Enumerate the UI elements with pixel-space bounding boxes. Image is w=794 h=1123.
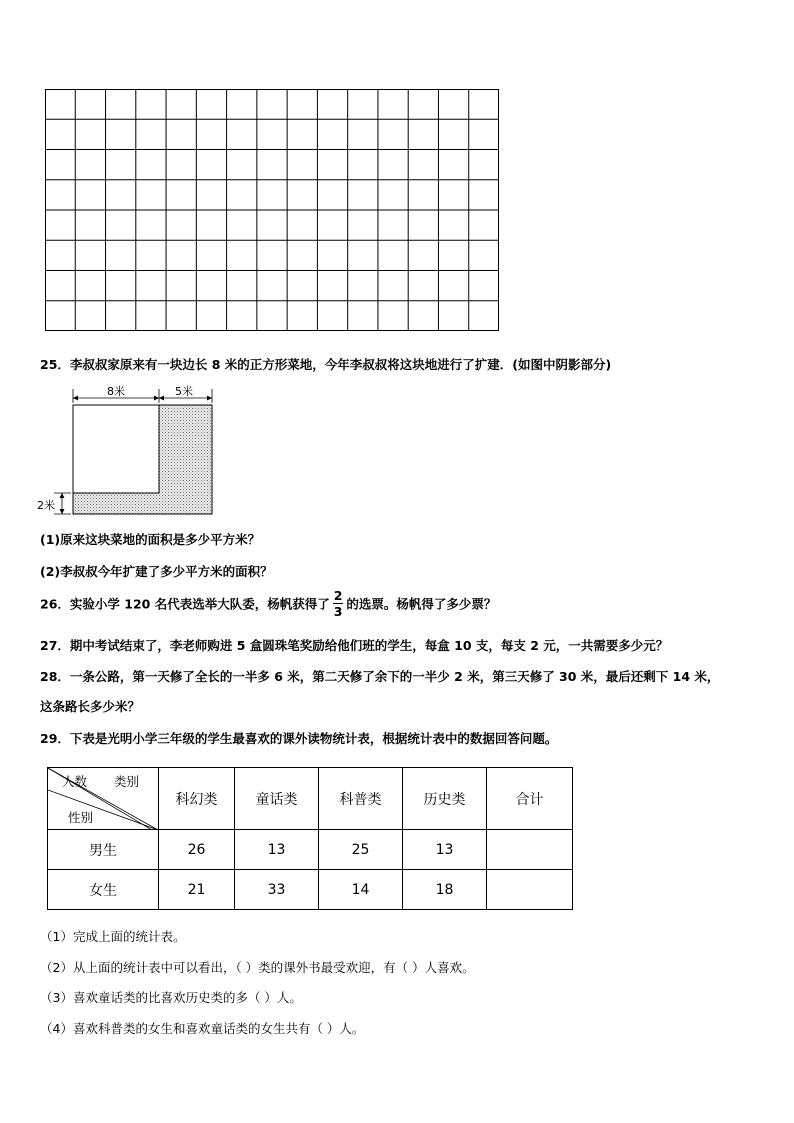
question-26-before: 26．实验小学 120 名代表选举大队委，杨帆获得了 bbox=[40, 596, 330, 612]
table-row-girls bbox=[48, 870, 573, 910]
girls-scifi: 21 bbox=[159, 870, 235, 910]
fraction-two-thirds bbox=[333, 588, 344, 619]
table-row-boys bbox=[48, 830, 573, 870]
fraction-numerator: 2 bbox=[333, 588, 343, 603]
girls-science: 14 bbox=[319, 870, 403, 910]
reading-stats-table bbox=[47, 767, 573, 910]
header-science: 科普类 bbox=[319, 768, 403, 830]
corner-label-people: 人数 bbox=[62, 774, 88, 789]
answer-grid bbox=[45, 89, 499, 331]
label-5m: 5米 bbox=[175, 385, 193, 398]
question-29-sub2: （2）从上面的统计表中可以看出，（ ）类的课外书最受欢迎，有（ ）人喜欢。 bbox=[40, 960, 475, 975]
table-corner-cell bbox=[48, 768, 159, 830]
boys-scifi: 26 bbox=[159, 830, 235, 870]
question-29-text: 29．下表是光明小学三年级的学生最喜欢的课外读物统计表，根据统计表中的数据回答问题。 bbox=[40, 731, 558, 746]
boys-fairy-tale: 13 bbox=[235, 830, 319, 870]
boys-history: 13 bbox=[403, 830, 487, 870]
question-29-sub4: （4）喜欢科普类的女生和喜欢童话类的女生共有（ ）人。 bbox=[40, 1021, 365, 1036]
question-28-line2: 这条路长多少米？ bbox=[40, 699, 141, 714]
question-25-sub2: (2)李叔叔今年扩建了多少平方米的面积？ bbox=[40, 564, 273, 579]
header-scifi: 科幻类 bbox=[159, 768, 235, 830]
corner-label-gender: 性别 bbox=[68, 810, 94, 825]
girls-history: 18 bbox=[403, 870, 487, 910]
question-26-text bbox=[40, 588, 496, 619]
question-28-line1: 28．一条公路，第一天修了全长的一半多 6 米，第二天修了余下的一半少 2 米，第三天修了 30 米，最后还剩下 14 米， bbox=[40, 669, 720, 684]
row-label-boys: 男生 bbox=[48, 830, 159, 870]
question-26-after: 的选票。杨帆得了多少票？ bbox=[346, 596, 497, 612]
question-29-sub3: （3）喜欢童话类的比喜欢历史类的多（ ）人。 bbox=[40, 990, 302, 1005]
corner-label-category: 类别 bbox=[114, 774, 140, 789]
header-fairy-tale: 童话类 bbox=[235, 768, 319, 830]
garden-diagram bbox=[36, 381, 226, 521]
header-total: 合计 bbox=[487, 768, 573, 830]
girls-total bbox=[487, 870, 573, 910]
label-2m: 2米 bbox=[37, 499, 55, 512]
boys-science: 25 bbox=[319, 830, 403, 870]
question-25-sub1: (1)原来这块菜地的面积是多少平方米？ bbox=[40, 532, 261, 547]
question-27-text: 27．期中考试结束了，李老师购进 5 盒圆珠笔奖励给他们班的学生，每盒 10 支，每支 2 元，一共需要多少元？ bbox=[40, 638, 669, 653]
boys-total bbox=[487, 830, 573, 870]
row-label-girls: 女生 bbox=[48, 870, 159, 910]
question-25-text: 25．李叔叔家原来有一块边长 8 米的正方形菜地，今年李叔叔将这块地进行了扩建．(如图中阴影部分) bbox=[40, 357, 612, 372]
label-8m: 8米 bbox=[107, 385, 125, 398]
girls-fairy-tale: 33 bbox=[235, 870, 319, 910]
garden-figure bbox=[36, 381, 226, 521]
original-square bbox=[73, 405, 159, 493]
fraction-denominator: 3 bbox=[333, 604, 343, 619]
question-29-sub1: （1）完成上面的统计表。 bbox=[40, 929, 186, 944]
header-history: 历史类 bbox=[403, 768, 487, 830]
